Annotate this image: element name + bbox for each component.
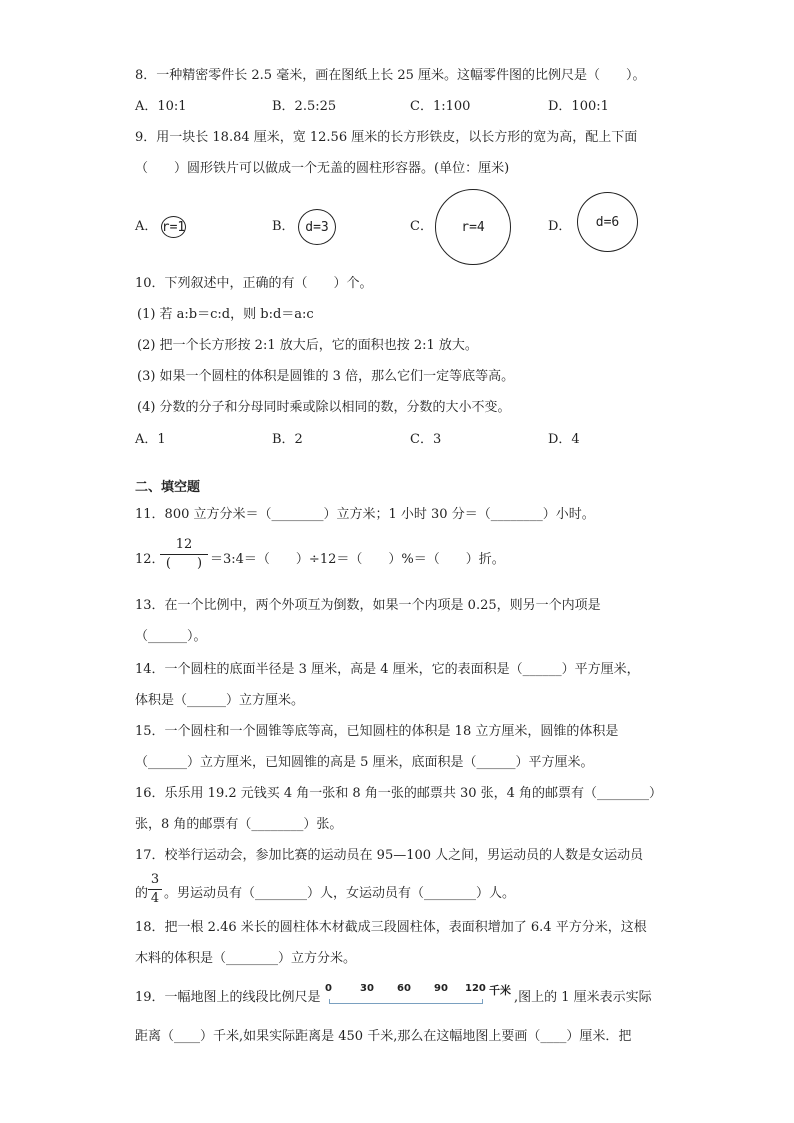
q19-line1a: 19．一幅地图上的线段比例尺是 xyxy=(135,990,321,1005)
q8-stem: 8．一种精密零件长 2.5 毫米，画在图纸上长 25 厘米。这幅零件图的比例尺是（ ）。 xyxy=(135,68,646,83)
q12-fraction xyxy=(160,538,208,571)
section-heading: 二、填空题 xyxy=(135,480,201,495)
scale-tick-30: 30 xyxy=(360,983,374,994)
q9-stem-line1: 9．用一块长 18.84 厘米，宽 12.56 厘米的长方形铁皮，以长方形的宽为高，配上下面 xyxy=(135,130,638,145)
q18-line1: 18．把一根 2.46 米长的圆柱体木材截成三段圆柱体，表面积增加了 6.4 平方分米，这根 xyxy=(135,920,647,935)
scale-bar xyxy=(325,983,519,1005)
q15-line1: 15．一个圆柱和一个圆锥等底等高，已知圆柱的体积是 18 立方厘米，圆锥的体积是 xyxy=(135,724,619,739)
q14-line1: 14．一个圆柱的底面半径是 3 厘米，高是 4 厘米，它的表面积是（______）平方厘米， xyxy=(135,662,640,677)
q17-line1: 17．校举行运动会，参加比赛的运动员在 95—100 人之间，男运动员的人数是女运动员 xyxy=(135,848,644,863)
scale-line xyxy=(329,999,483,1004)
q12-rest: ＝3:4＝（ ）÷12＝（ ）%＝（ ）折。 xyxy=(210,552,505,567)
q18-line2: 木料的体积是（________）立方分米。 xyxy=(135,951,357,966)
scale-tick-0: 0 xyxy=(325,983,332,994)
q13-line2: （______）。 xyxy=(135,629,207,644)
scale-tick-90: 90 xyxy=(434,983,448,994)
q10-option-a: A．1 xyxy=(135,432,166,447)
q13-line1: 13．在一个比例中，两个外项互为倒数，如果一个内项是 0.25，则另一个内项是 xyxy=(135,598,601,613)
q16-line2: 张，8 角的邮票有（________）张。 xyxy=(135,817,343,832)
q10-option-d: D．4 xyxy=(548,432,580,447)
q10-option-c: C．3 xyxy=(410,432,442,447)
q17-line2b: 。男运动员有（________）人，女运动员有（________）人。 xyxy=(164,886,516,901)
q8-option-c: C．1:100 xyxy=(410,99,471,114)
q12-prefix: 12． xyxy=(135,552,165,567)
q17-fraction xyxy=(148,873,162,906)
q9-option-d: D． xyxy=(548,219,572,234)
q12-denominator: ( ) xyxy=(165,556,203,571)
q10-statement-4: (4) 分数的分子和分母同时乘或除以相同的数，分数的大小不变。 xyxy=(137,400,511,415)
q9-option-b: B． xyxy=(272,219,295,234)
q10-stem: 10．下列叙述中，正确的有（ ）个。 xyxy=(135,276,373,291)
q8-option-a: A．10:1 xyxy=(135,99,187,114)
q9-circle-a: r=1 xyxy=(161,216,186,238)
fraction-bar xyxy=(160,554,208,555)
q9-option-a: A． xyxy=(135,219,158,234)
q8-option-b: B．2.5:25 xyxy=(272,99,337,114)
q17-line2a: 的 xyxy=(135,886,149,901)
q9-circle-b: d=3 xyxy=(298,209,336,245)
q19-line1b: ,图上的 1 厘米表示实际 xyxy=(514,990,652,1005)
q19-line2: 距离（____）千米,如果实际距离是 450 千米,那么在这幅地图上要画（____）厘米．把 xyxy=(135,1029,632,1044)
q14-line2: 体积是（______）立方厘米。 xyxy=(135,693,305,708)
q10-option-b: B．2 xyxy=(272,432,303,447)
q17-numerator: 3 xyxy=(150,872,160,887)
q11: 11．800 立方分米＝（________）立方米；1 小时 30 分＝（________）小时。 xyxy=(135,507,595,522)
q9-option-c: C． xyxy=(410,219,433,234)
q16-line1: 16．乐乐用 19.2 元钱买 4 角一张和 8 角一张的邮票共 30 张，4 角的邮票有（________） xyxy=(135,786,663,801)
q10-statement-2: (2) 把一个长方形按 2:1 放大后，它的面积也按 2:1 放大。 xyxy=(137,338,478,353)
q17-denominator: 4 xyxy=(150,891,160,906)
q9-stem-line2: （ ）圆形铁片可以做成一个无盖的圆柱形容器。(单位：厘米) xyxy=(135,161,510,176)
q12-numerator: 12 xyxy=(175,537,193,552)
q10-statement-1: (1) 若 a:b＝c:d，则 b:d＝a:c xyxy=(137,307,314,322)
q15-line2: （______）立方厘米，已知圆锥的高是 5 厘米，底面积是（______）平方厘米。 xyxy=(135,755,594,770)
scale-unit: 千米 xyxy=(489,984,511,997)
scale-tick-60: 60 xyxy=(397,983,411,994)
fraction-bar xyxy=(148,889,162,890)
q9-circle-c: r=4 xyxy=(435,189,511,265)
q9-circle-d: d=6 xyxy=(577,192,638,252)
q8-option-d: D．100:1 xyxy=(548,99,609,114)
scale-tick-120: 120 xyxy=(465,983,486,994)
q10-statement-3: (3) 如果一个圆柱的体积是圆锥的 3 倍，那么它们一定等底等高。 xyxy=(137,369,515,384)
